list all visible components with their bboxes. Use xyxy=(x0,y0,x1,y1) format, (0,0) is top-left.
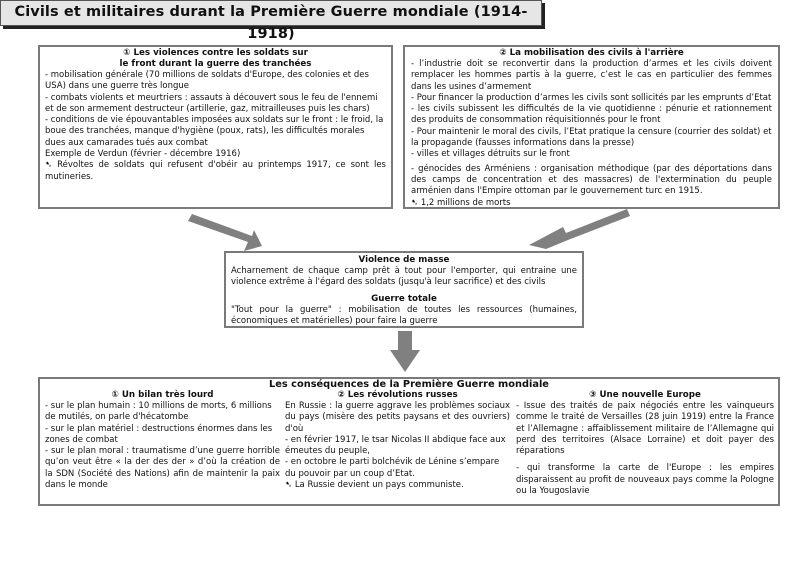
arrow-right-to-middle xyxy=(529,209,630,249)
soldiers-heading-line2: le front durant la guerre des tranchées xyxy=(119,59,312,69)
civilians-item: - Pour financer la production d’armes les civils sont sollicités par les emprunts d’Etat xyxy=(411,92,772,103)
soldiers-violence-box xyxy=(38,45,393,209)
mass-violence-text: Acharnement de chaque camp prêt à tout pour l'emporter, qui entraine une violence extrême à l'égard des soldats (jusqu'à leur sacrifice) et des civils xyxy=(231,266,577,288)
consequences-column-europe xyxy=(516,390,774,497)
mass-violence-heading: Violence de masse xyxy=(358,255,450,265)
toll-heading: ① Un bilan très lourd xyxy=(111,390,214,400)
russia-item: ➷ La Russie devient un pays communiste. xyxy=(285,480,464,491)
soldiers-mutinies: ➷ Révoltes de soldats qui refusent d'obéir au printemps 1917, ce sont les mutineries. xyxy=(45,160,386,182)
europe-heading: ③ Une nouvelle Europe xyxy=(589,390,701,400)
armenian-genocide-deaths: ➷ 1,2 millions de morts xyxy=(411,197,511,208)
civilians-mobilisation-box xyxy=(403,45,780,209)
civilians-heading: ② La mobilisation des civils à l'arrière xyxy=(499,48,684,58)
toll-item: - sur le plan matériel : destructions énormes dans les zones de combat xyxy=(45,423,273,445)
toll-item: - sur le plan moral : traumatisme d’une guerre horrible qu’on veut être « la der des der » d’où la création de la SDN (Société des Nations) afin de maintenir la paix dans le monde xyxy=(45,446,280,491)
armenian-genocide: - génocides des Arméniens : organisation méthodique (par des déportations dans des camps de concentration et des massacres) de l'extermination du peuple arménien dans l'Empire ottoman par le gouvernement turc en 1915. xyxy=(411,163,772,197)
civilians-item: - villes et villages détruits sur le front xyxy=(411,149,570,160)
russia-heading: ② Les révolutions russes xyxy=(337,390,458,400)
soldiers-verdun: Exemple de Verdun (février - décembre 1916) xyxy=(45,149,241,160)
soldiers-heading-line1: ① Les violences contre les soldats sur xyxy=(123,48,308,58)
russia-item: - en octobre le parti bolchévik de Lénine s’empare du pouvoir par un coup d’Etat. xyxy=(285,457,500,479)
soldiers-item: - combats violents et meurtriers : assauts à découvert sous le feu de l'ennemi et de son armement destructeur (artillerie, gaz, mitrailleuses puis les chars) xyxy=(45,92,378,114)
civilians-item: - les civils subissent les difficultés de la vie quotidienne : pénurie et rationnement des produits de consommation réquisitionnés pour le front xyxy=(411,104,772,126)
total-war-text: "Tout pour la guerre" : mobilisation de toutes les ressources (humaines, économiques et matérielles) pour faire la guerre xyxy=(231,304,577,326)
europe-item: - Issue des traités de paix négociés entre les vainqueurs comme le traité de Versailles (28 juin 1919) entre la France et l’Allemagne : affaiblissement militaire de l’Allemagne qui perd des territoires (Alsace Lorraine) et doit payer des réparations xyxy=(516,401,774,457)
russia-item: En Russie : la guerre aggrave les problèmes sociaux du pays (misère des petits paysans et des ouvriers) d'où xyxy=(285,401,510,434)
arrow-left-to-middle xyxy=(188,214,262,251)
toll-item: - sur le plan humain : 10 millions de morts, 6 millions de mutilés, on parle d'hécatombe xyxy=(45,401,272,423)
consequences-column-russia xyxy=(285,390,510,491)
russia-item: - en février 1917, le tsar Nicolas II abdique face aux émeutes du peuple, xyxy=(285,434,506,457)
soldiers-item: - conditions de vie épouvantables imposées aux soldats sur le front : le froid, la boue des tranchées, manque d'hygiène (poux, rats), les difficultés morales dues aux camarades tués aux combat xyxy=(45,115,384,148)
consequences-title: Les conséquences de la Première Guerre mondiale xyxy=(269,379,549,390)
consequences-box xyxy=(38,377,780,506)
civilians-item: - Pour maintenir le moral des civils, l’Etat pratique la censure (courrier des soldat) et la propagande (fausses informations dans la presse) xyxy=(411,126,772,149)
mass-violence-box xyxy=(224,251,584,328)
page-title: Civils et militaires durant la Première Guerre mondiale (1914-1918) xyxy=(14,4,528,42)
consequences-column-toll xyxy=(45,390,280,491)
arrow-down-to-consequences xyxy=(390,331,420,372)
europe-item: - qui transforme la carte de l'Europe : les empires disparaissent au profit de nouveaux pays comme la Pologne ou la Yougoslavie xyxy=(516,463,774,497)
soldiers-item: - mobilisation générale (70 millions de soldats d'Europe, des colonies et des USA) dans une guerre très longue xyxy=(45,70,369,92)
civilians-item: - l’industrie doit se reconvertir dans la production d’armes et les civils doivent remplacer les hommes partis à la guerre, c’est le cas en particulier des femmes dans les usines d’armement xyxy=(411,59,772,92)
total-war-heading: Guerre totale xyxy=(371,293,437,304)
